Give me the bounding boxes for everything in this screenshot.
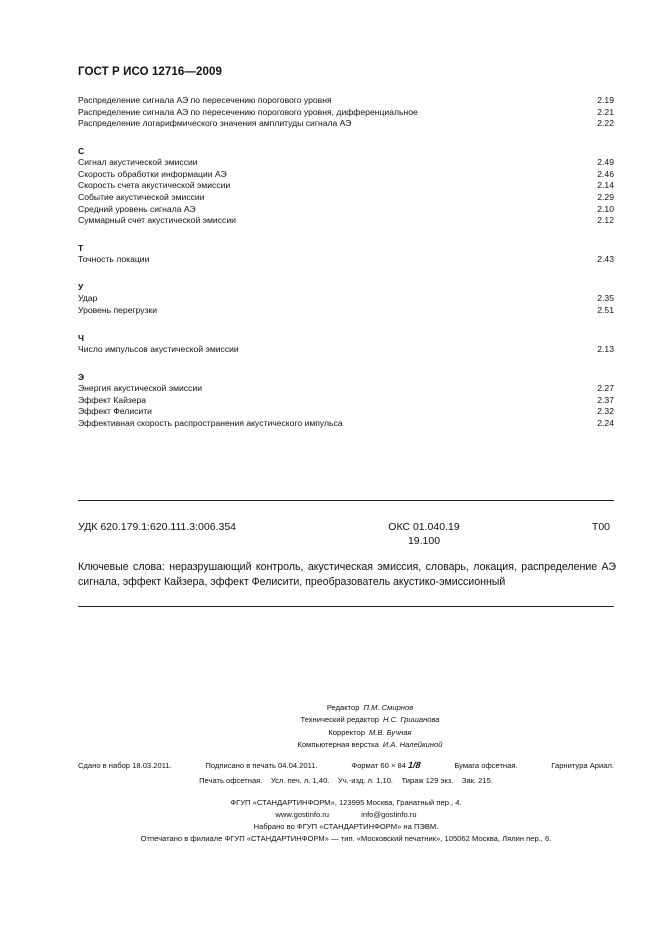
index-entry: [78, 406, 614, 418]
editorial-staff: [200, 702, 540, 752]
group-code: Т00: [591, 521, 610, 533]
staff-credit: [200, 727, 540, 739]
keywords-paragraph: Ключевые слова: неразрушающий контроль, акустическая эмиссия, словарь, локация, распределение АЭ сигнала, эффект Кайзера, эффект Фелисити, преобразователь акустико-эмиссионный: [78, 561, 616, 588]
index-entry: [78, 254, 614, 266]
index-entry-ref: 2.12: [597, 215, 614, 226]
printer-info: [78, 797, 614, 845]
edit-sheets: Уч.-изд. л. 1,10.: [337, 776, 394, 785]
index-entry-term: Удар: [78, 293, 98, 304]
index-group-letter: Э: [78, 371, 85, 382]
index-entry-ref: 2.32: [597, 406, 614, 417]
staff-name: Н.С. Гришанова: [383, 715, 440, 725]
index-entry-term: Средний уровень сигнала АЭ: [78, 203, 196, 214]
print-run: Тираж 129 экз.: [401, 776, 454, 785]
printed-note: Отпечатано в филиале ФГУП «СТАНДАРТИНФОРМ» — тип. «Московский печатник», 105062 Москва, Лялин пер., 6.: [140, 834, 552, 843]
index-entry-term: Распределение сигнала АЭ по пересечению порогового уровня: [78, 95, 332, 105]
publisher-email: info@gostinfo.ru: [361, 810, 417, 819]
index-entry-term: Точность локации: [78, 254, 150, 265]
index-entry-term: Распределение сигнала АЭ по пересечению порогового уровня, дифференциальное: [78, 106, 418, 117]
submitted-date: Сдано в набор 18.03.2011.: [78, 761, 172, 770]
staff-name: П.М. Смирнов: [363, 703, 414, 712]
index-group: [78, 243, 614, 266]
index-entry: [78, 344, 614, 356]
index-entry-ref: 2.51: [597, 305, 614, 316]
index-entry-ref: 2.24: [597, 418, 614, 428]
index-entry: [78, 95, 614, 107]
index-group-letter: У: [78, 281, 84, 292]
index-entry-term: Распределение логарифмического значения амплитуды сигнала АЭ: [78, 118, 352, 129]
signed-date: Подписано в печать 04.04.2011.: [205, 761, 318, 770]
paper-type: Бумага офсетная.: [454, 761, 518, 770]
publisher-contacts: [78, 809, 614, 821]
index-group-letter: С: [78, 145, 85, 156]
index-entry: [78, 192, 614, 204]
staff-credit: [200, 702, 540, 714]
index-entry-ref: 2.14: [597, 180, 614, 191]
index-group: [78, 333, 614, 356]
index-group: [78, 282, 614, 317]
index-entry-term: Эффект Кайзера: [78, 394, 147, 405]
index-entry-term: Скорость обработки информации АЭ: [78, 168, 227, 179]
publication-info: [78, 758, 614, 788]
index-entry-ref: 2.37: [597, 394, 614, 405]
index-entry-ref: 2.35: [597, 293, 614, 304]
index-entry: [78, 418, 614, 430]
index-entry: [78, 395, 614, 407]
index-entry-term: Событие акустической эмиссии: [78, 192, 205, 203]
index-entry: [78, 107, 614, 119]
index-group: [78, 95, 614, 130]
index-entry-ref: 2.49: [597, 157, 614, 168]
index-group: [78, 372, 614, 430]
index-entry-ref: 2.22: [597, 118, 614, 129]
index-entry-term: Сигнал акустической эмиссии: [78, 157, 198, 168]
index-entry: [78, 383, 614, 395]
index-entry: [78, 118, 614, 130]
index-entry-ref: 2.10: [597, 203, 614, 214]
index-entry: [78, 169, 614, 181]
page-header-title: ГОСТ Р ИСО 12716—2009: [78, 66, 223, 78]
index-entry-term: Эффект Фелисити: [78, 406, 152, 417]
oks-code-line2: 19.100: [407, 535, 441, 547]
typeface: Гарнитура Ариал.: [551, 761, 614, 770]
print-sheets: Усл. печ. л. 1,40.: [270, 776, 330, 785]
index-entry-term: Суммарный счет акустической эмиссии: [78, 215, 236, 226]
index-entry: [78, 215, 614, 227]
format-fraction: 1/8: [406, 760, 423, 770]
index-group-letter: Ч: [78, 332, 84, 343]
staff-name: М.В. Бучная: [368, 727, 412, 737]
publication-info-line1: [78, 758, 614, 773]
index-entry-ref: 2.46: [597, 168, 614, 179]
index-entry-ref: 2.19: [597, 95, 614, 105]
divider-bottom: [78, 606, 614, 607]
staff-role: Редактор: [326, 703, 360, 712]
index-entry-ref: 2.29: [597, 192, 614, 203]
index-entry-term: Скорость счета акустической эмиссии: [78, 180, 231, 191]
index-entry-ref: 2.21: [597, 106, 614, 117]
typeset-note: Набрано во ФГУП «СТАНДАРТИНФОРМ» на ПЭВМ.: [253, 822, 439, 831]
order-number: Зак. 215.: [461, 776, 493, 785]
index-entry-term: Уровень перегрузки: [78, 305, 158, 316]
index-entry: [78, 204, 614, 216]
index-entry-ref: 2.27: [597, 383, 614, 394]
printing-method: Печать офсетная.: [199, 776, 263, 785]
format-prefix: Формат 60 × 84: [351, 761, 406, 770]
publisher-address: ФГУП «СТАНДАРТИНФОРМ», 123995 Москва, Гранатный пер., 4.: [230, 798, 462, 807]
staff-role: Компьютерная верстка: [297, 740, 379, 750]
term-index: [78, 95, 614, 446]
divider-top: [78, 500, 614, 501]
index-entry-term: Число импульсов акустической эмиссии: [78, 344, 239, 355]
index-group: [78, 146, 614, 227]
oks-code-line1: ОКС 01.040.19: [388, 521, 460, 533]
staff-credit: [200, 739, 540, 751]
index-entry: [78, 305, 614, 317]
index-entry-ref: 2.13: [597, 344, 614, 355]
index-entry: [78, 293, 614, 305]
staff-credit: [200, 714, 540, 726]
index-entry: [78, 180, 614, 192]
index-entry-term: Энергия акустической эмиссии: [78, 383, 202, 394]
index-entry-ref: 2.43: [597, 254, 614, 265]
udk-code: УДК 620.179.1:620.111.3:006.354: [78, 521, 236, 533]
print-format: [351, 758, 423, 773]
staff-name: И.А. Налейкиной: [382, 740, 443, 750]
staff-role: Технический редактор: [300, 715, 380, 725]
index-group-letter: Т: [78, 242, 84, 253]
staff-role: Корректор: [328, 727, 365, 737]
index-entry-term: Эффективная скорость распространения акустического импульса: [78, 418, 343, 428]
oks-code: [374, 520, 474, 548]
publisher-website: www.gostinfo.ru: [275, 810, 330, 819]
publication-info-line2: [78, 773, 614, 788]
index-entry: [78, 157, 614, 169]
